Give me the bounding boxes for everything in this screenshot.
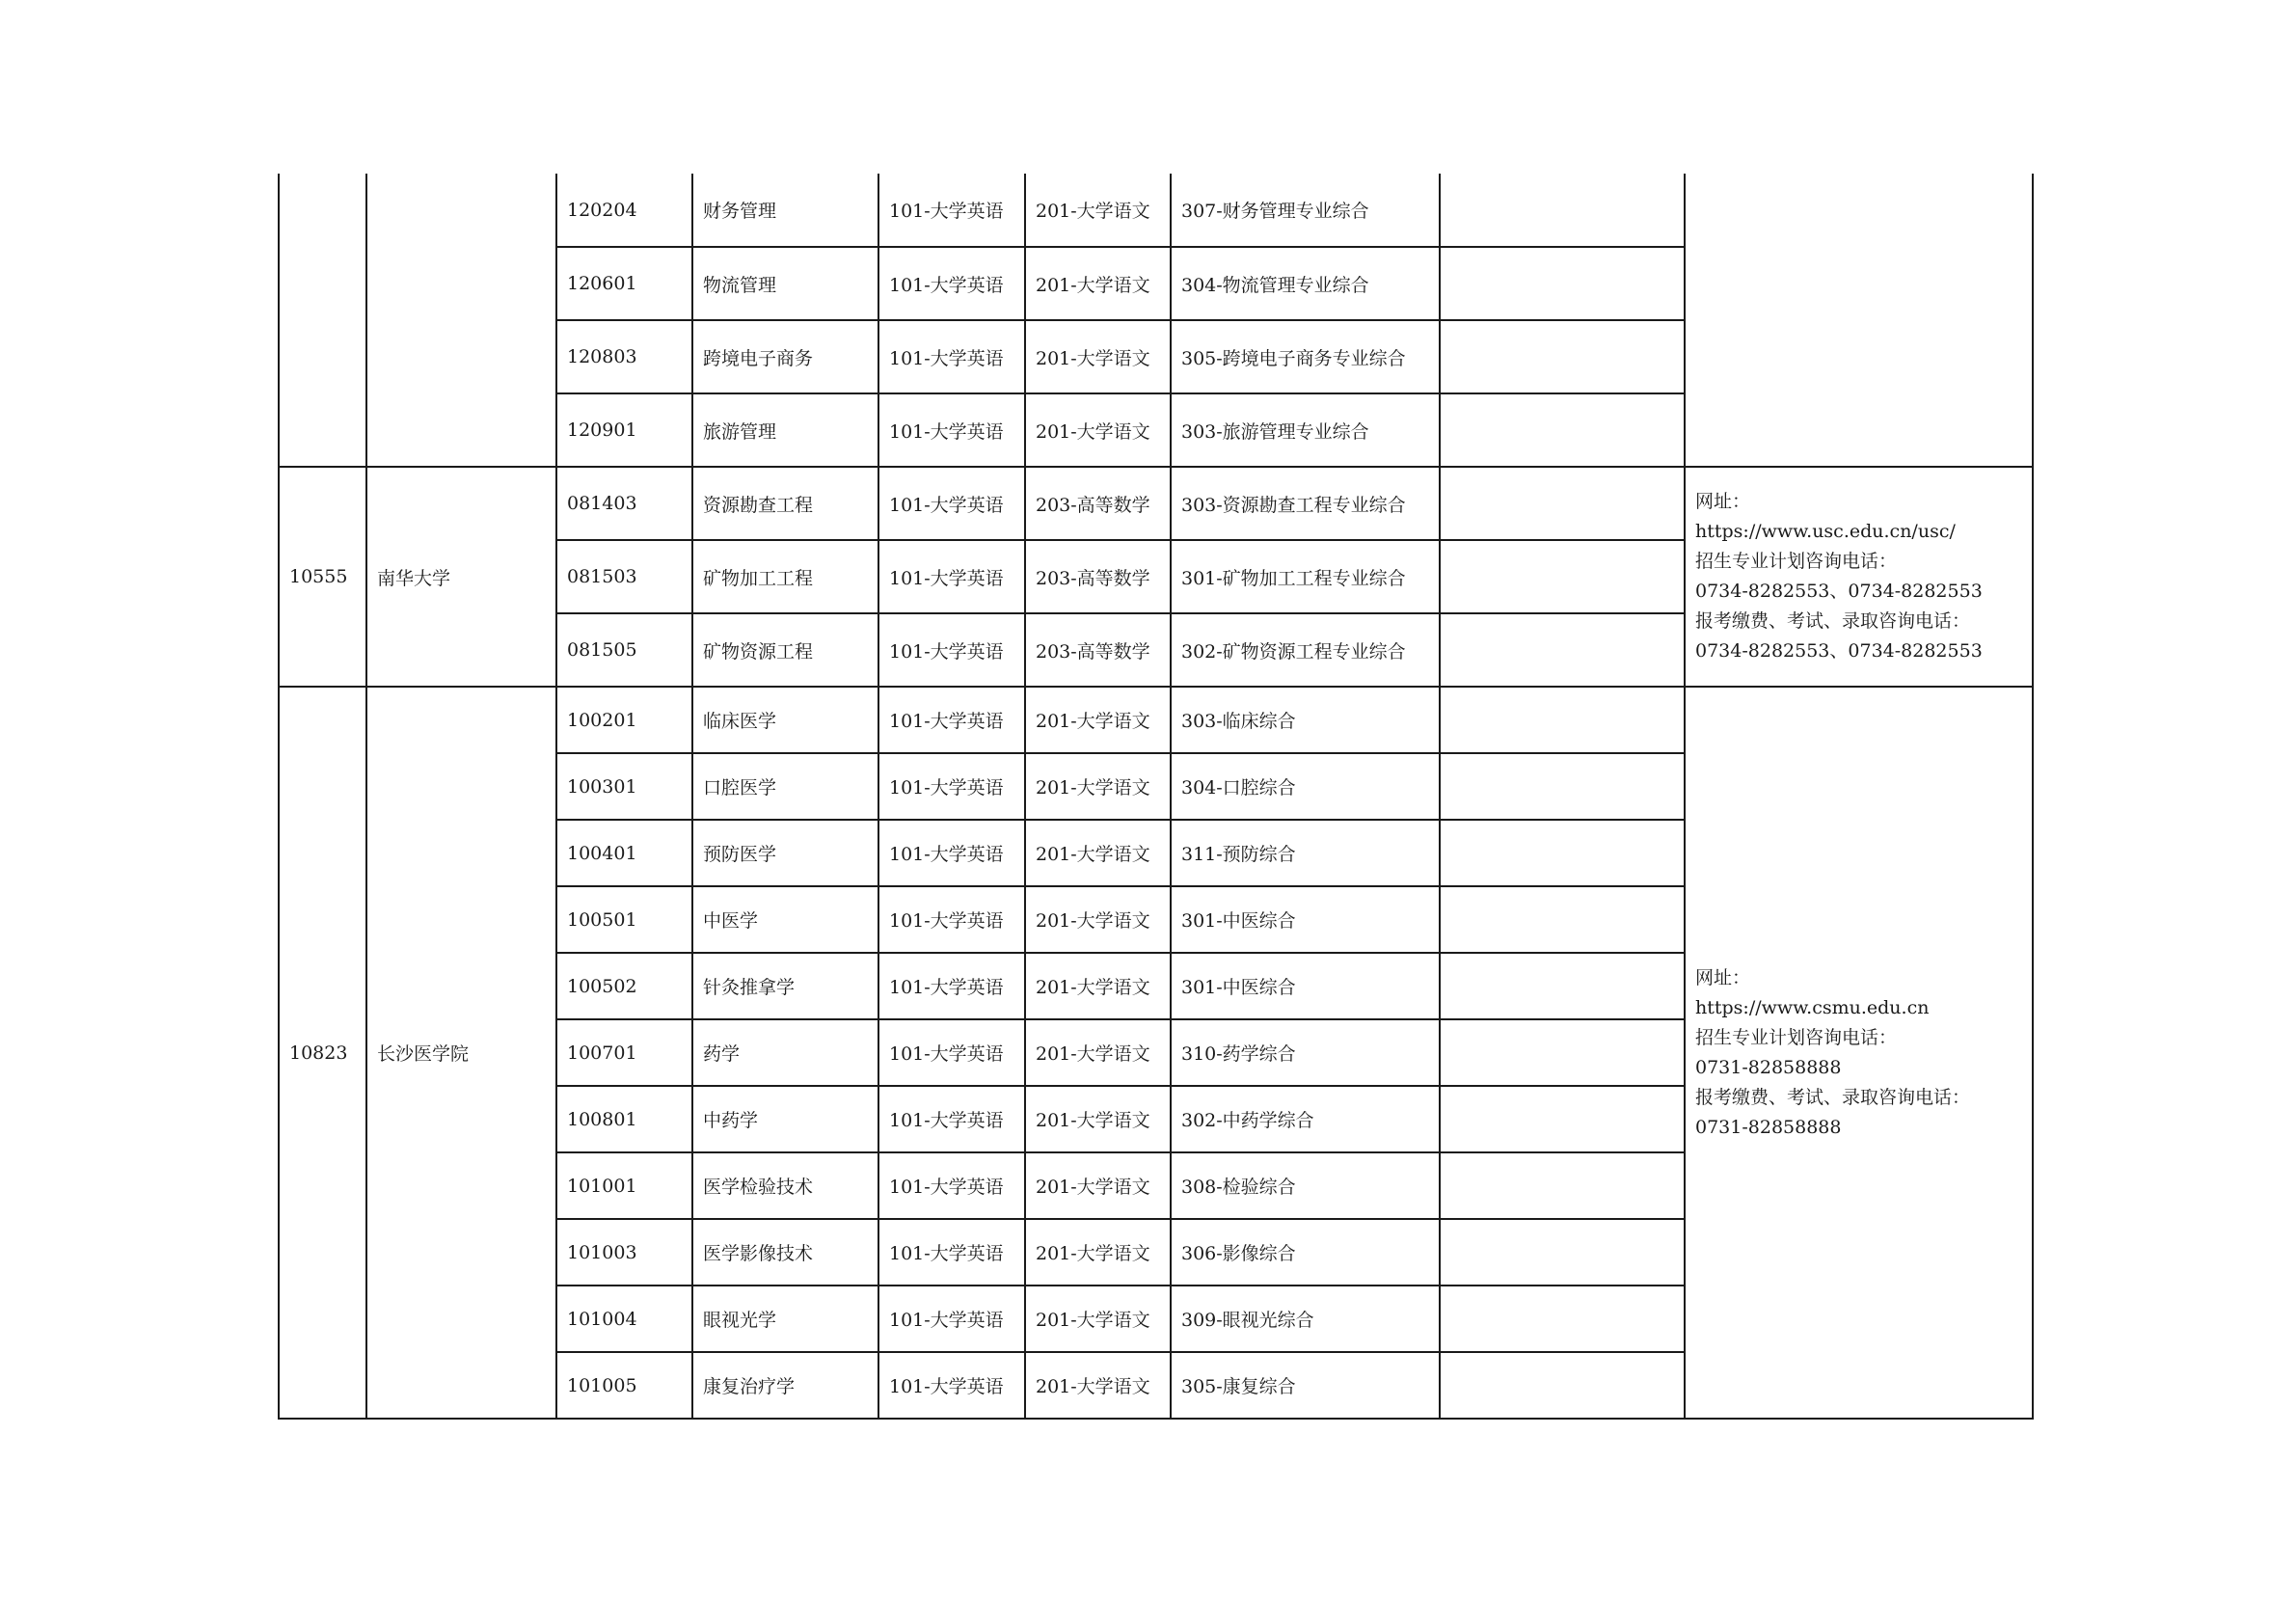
major-code-cell: 101004 <box>556 1286 692 1352</box>
exam-subject-cell: 201-大学语文 <box>1025 1286 1171 1352</box>
exam-specialty-cell: 302-矿物资源工程专业综合 <box>1171 613 1440 687</box>
contact-line: 招生专业计划咨询电话： <box>1695 1026 1898 1048</box>
major-code-cell: 100501 <box>556 886 692 953</box>
remark-cell <box>1440 320 1685 393</box>
table-row <box>279 174 2033 247</box>
remark-cell <box>1440 613 1685 687</box>
exam-subject-cell: 201-大学语文 <box>1025 953 1171 1019</box>
major-name-cell: 中医学 <box>692 886 878 953</box>
major-name-cell: 眼视光学 <box>692 1286 878 1352</box>
exam-subject-cell: 201-大学语文 <box>1025 1152 1171 1219</box>
institution-name-cell <box>366 174 556 467</box>
institution-code-cell: 10823 <box>279 687 366 1419</box>
major-name-cell: 口腔医学 <box>692 753 878 820</box>
exam-english-cell: 101-大学英语 <box>878 1019 1025 1086</box>
exam-specialty-cell: 308-检验综合 <box>1171 1152 1440 1219</box>
exam-specialty-cell: 305-康复综合 <box>1171 1352 1440 1419</box>
remark-cell <box>1440 540 1685 613</box>
major-code-cell: 101005 <box>556 1352 692 1419</box>
exam-subject-cell: 201-大学语文 <box>1025 247 1171 320</box>
institution-name-cell: 长沙医学院 <box>366 687 556 1419</box>
exam-subject-cell: 201-大学语文 <box>1025 1219 1171 1286</box>
major-name-cell: 医学检验技术 <box>692 1152 878 1219</box>
major-name-cell: 临床医学 <box>692 687 878 753</box>
remark-cell <box>1440 886 1685 953</box>
exam-english-cell: 101-大学英语 <box>878 820 1025 886</box>
remark-cell <box>1440 753 1685 820</box>
major-code-cell: 101003 <box>556 1219 692 1286</box>
exam-subject-cell: 201-大学语文 <box>1025 753 1171 820</box>
exam-subject-cell: 201-大学语文 <box>1025 886 1171 953</box>
exam-subject-cell: 201-大学语文 <box>1025 820 1171 886</box>
exam-english-cell: 101-大学英语 <box>878 1152 1025 1219</box>
exam-specialty-cell: 305-跨境电子商务专业综合 <box>1171 320 1440 393</box>
major-name-cell: 矿物资源工程 <box>692 613 878 687</box>
exam-subject-cell: 201-大学语文 <box>1025 1019 1171 1086</box>
contact-line: 0731-82858888 <box>1695 1116 1842 1138</box>
exam-subject-cell: 201-大学语文 <box>1025 687 1171 753</box>
major-code-cell: 081503 <box>556 540 692 613</box>
institution-code-cell: 10555 <box>279 467 366 687</box>
exam-specialty-cell: 302-中药学综合 <box>1171 1086 1440 1152</box>
exam-specialty-cell: 310-药学综合 <box>1171 1019 1440 1086</box>
exam-english-cell: 101-大学英语 <box>878 1086 1025 1152</box>
major-code-cell: 081403 <box>556 467 692 540</box>
exam-english-cell: 101-大学英语 <box>878 1352 1025 1419</box>
major-name-cell: 中药学 <box>692 1086 878 1152</box>
enrollment-table <box>278 174 2034 1420</box>
major-name-cell: 旅游管理 <box>692 393 878 467</box>
major-code-cell: 120204 <box>556 174 692 247</box>
remark-cell <box>1440 953 1685 1019</box>
major-name-cell: 预防医学 <box>692 820 878 886</box>
exam-specialty-cell: 301-矿物加工工程专业综合 <box>1171 540 1440 613</box>
exam-english-cell: 101-大学英语 <box>878 320 1025 393</box>
exam-subject-cell: 203-高等数学 <box>1025 467 1171 540</box>
contact-line: 0731-82858888 <box>1695 1056 1842 1078</box>
remark-cell <box>1440 247 1685 320</box>
exam-specialty-cell: 303-旅游管理专业综合 <box>1171 393 1440 467</box>
exam-english-cell: 101-大学英语 <box>878 393 1025 467</box>
exam-specialty-cell: 303-临床综合 <box>1171 687 1440 753</box>
contact-line: https://www.usc.edu.cn/usc/ <box>1695 521 1956 542</box>
major-name-cell: 康复治疗学 <box>692 1352 878 1419</box>
contact-line: https://www.csmu.edu.cn <box>1695 996 1930 1018</box>
exam-english-cell: 101-大学英语 <box>878 467 1025 540</box>
contact-line: 招生专业计划咨询电话： <box>1695 551 1898 572</box>
contact-line: 网址： <box>1695 491 1751 512</box>
contact-info-cell <box>1685 467 2033 687</box>
exam-english-cell: 101-大学英语 <box>878 613 1025 687</box>
major-code-cell: 100801 <box>556 1086 692 1152</box>
remark-cell <box>1440 1086 1685 1152</box>
exam-english-cell: 101-大学英语 <box>878 687 1025 753</box>
exam-specialty-cell: 304-物流管理专业综合 <box>1171 247 1440 320</box>
exam-specialty-cell: 301-中医综合 <box>1171 953 1440 1019</box>
contact-info-cell <box>1685 174 2033 467</box>
major-code-cell: 120601 <box>556 247 692 320</box>
remark-cell <box>1440 687 1685 753</box>
exam-english-cell: 101-大学英语 <box>878 1286 1025 1352</box>
exam-english-cell: 101-大学英语 <box>878 753 1025 820</box>
remark-cell <box>1440 393 1685 467</box>
exam-specialty-cell: 311-预防综合 <box>1171 820 1440 886</box>
table-row <box>279 467 2033 540</box>
contact-line: 报考缴费、考试、录取咨询电话： <box>1695 1086 1971 1108</box>
exam-specialty-cell: 303-资源勘查工程专业综合 <box>1171 467 1440 540</box>
major-name-cell: 药学 <box>692 1019 878 1086</box>
table-row <box>279 687 2033 753</box>
table-body <box>279 174 2033 1419</box>
major-code-cell: 100401 <box>556 820 692 886</box>
contact-line: 0734-8282553、0734-8282553 <box>1695 581 1983 602</box>
exam-specialty-cell: 304-口腔综合 <box>1171 753 1440 820</box>
remark-cell <box>1440 467 1685 540</box>
major-code-cell: 120803 <box>556 320 692 393</box>
exam-specialty-cell: 306-影像综合 <box>1171 1219 1440 1286</box>
major-name-cell: 医学影像技术 <box>692 1219 878 1286</box>
major-name-cell: 跨境电子商务 <box>692 320 878 393</box>
institution-code-cell <box>279 174 366 467</box>
remark-cell <box>1440 1219 1685 1286</box>
contact-info-cell <box>1685 687 2033 1419</box>
exam-subject-cell: 201-大学语文 <box>1025 1352 1171 1419</box>
exam-specialty-cell: 309-眼视光综合 <box>1171 1286 1440 1352</box>
exam-subject-cell: 201-大学语文 <box>1025 320 1171 393</box>
exam-specialty-cell: 301-中医综合 <box>1171 886 1440 953</box>
major-code-cell: 101001 <box>556 1152 692 1219</box>
remark-cell <box>1440 1152 1685 1219</box>
exam-english-cell: 101-大学英语 <box>878 174 1025 247</box>
exam-subject-cell: 203-高等数学 <box>1025 540 1171 613</box>
major-code-cell: 100301 <box>556 753 692 820</box>
exam-english-cell: 101-大学英语 <box>878 1219 1025 1286</box>
major-name-cell: 财务管理 <box>692 174 878 247</box>
exam-subject-cell: 201-大学语文 <box>1025 174 1171 247</box>
exam-english-cell: 101-大学英语 <box>878 953 1025 1019</box>
exam-subject-cell: 203-高等数学 <box>1025 613 1171 687</box>
major-code-cell: 081505 <box>556 613 692 687</box>
major-name-cell: 物流管理 <box>692 247 878 320</box>
contact-line: 报考缴费、考试、录取咨询电话： <box>1695 610 1971 632</box>
remark-cell <box>1440 820 1685 886</box>
remark-cell <box>1440 1286 1685 1352</box>
major-name-cell: 资源勘查工程 <box>692 467 878 540</box>
exam-specialty-cell: 307-财务管理专业综合 <box>1171 174 1440 247</box>
remark-cell <box>1440 1352 1685 1419</box>
exam-english-cell: 101-大学英语 <box>878 540 1025 613</box>
exam-english-cell: 101-大学英语 <box>878 886 1025 953</box>
major-code-cell: 120901 <box>556 393 692 467</box>
major-code-cell: 100201 <box>556 687 692 753</box>
contact-line: 网址： <box>1695 966 1751 988</box>
contact-line: 0734-8282553、0734-8282553 <box>1695 640 1983 662</box>
exam-subject-cell: 201-大学语文 <box>1025 1086 1171 1152</box>
exam-subject-cell: 201-大学语文 <box>1025 393 1171 467</box>
major-name-cell: 矿物加工工程 <box>692 540 878 613</box>
major-code-cell: 100502 <box>556 953 692 1019</box>
institution-name-cell: 南华大学 <box>366 467 556 687</box>
remark-cell <box>1440 174 1685 247</box>
major-name-cell: 针灸推拿学 <box>692 953 878 1019</box>
exam-english-cell: 101-大学英语 <box>878 247 1025 320</box>
remark-cell <box>1440 1019 1685 1086</box>
major-code-cell: 100701 <box>556 1019 692 1086</box>
